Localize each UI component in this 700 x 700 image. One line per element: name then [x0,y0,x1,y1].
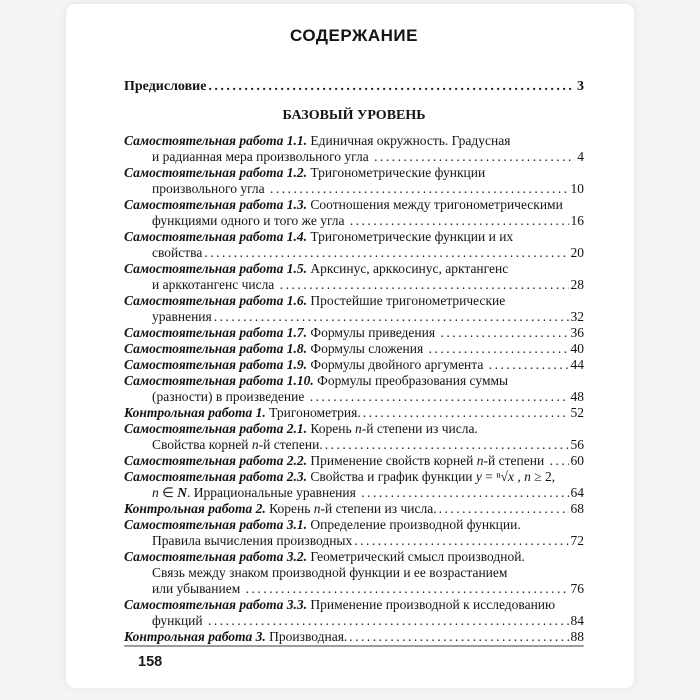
toc-line [124,501,584,517]
toc-line-text: Формулы преобразования суммы [313,373,509,388]
toc-entry [124,405,584,421]
dot-leader [349,629,568,645]
dot-leader [325,437,569,453]
page-footer [124,645,584,670]
toc-entry-label: Самостоятельная работа 1.9. [124,357,308,372]
dot-leader [214,309,569,325]
toc-line-text: (разности) в произведение [152,389,308,404]
toc-page-number: 36 [570,325,584,340]
dot-leader [280,277,569,293]
dot-leader [354,533,568,549]
toc-line-text: -й степени [483,453,548,468]
toc-line-text: Правила вычисления производных [152,533,353,548]
page-title: СОДЕРЖАНИЕ [290,26,418,45]
toc-entry [124,341,584,357]
toc-entry [124,469,584,501]
toc-entry [124,325,584,341]
toc-line-text: Тригонометрические функции и их [307,229,514,244]
toc-page-number: 32 [570,309,584,324]
toc-line-text: Геометрический смысл производной. [307,549,525,564]
dot-leader [361,485,568,501]
book-page [65,3,635,689]
toc-line-text: n [251,437,259,452]
dot-leader [429,341,569,357]
toc-line [124,213,584,229]
dot-leader [246,581,569,597]
toc-line-text: n [476,453,484,468]
toc-entry [124,293,584,325]
toc-line [124,629,584,645]
toc-line [124,421,584,437]
toc-line-text: Тригонометрические функции [307,165,486,180]
toc-line-text: N [177,485,188,500]
toc-entry [124,229,584,261]
toc-line [124,565,584,581]
toc-page-number: 10 [570,181,584,196]
toc-line-text: Простейшие тригонометрические [307,293,506,308]
toc-line [124,373,584,389]
toc-line [124,485,584,501]
toc-entry-label: Контрольная работа 1. [124,405,266,420]
toc-entry [124,597,584,629]
toc-entry-label: Самостоятельная работа 3.1. [124,517,308,532]
toc-line-text: функциями одного и того же угла [152,213,348,228]
toc-entry-label: Самостоятельная работа 1.10. [124,373,314,388]
toc-line-text: Корень [265,501,314,516]
toc-line-text: n [355,421,362,436]
toc-line [124,229,584,245]
toc-line-text: n [152,485,159,500]
toc-page-number: 88 [570,629,584,644]
dot-leader [208,79,575,95]
toc-page-number: 72 [570,533,584,548]
toc-entry-label: Самостоятельная работа 1.7. [124,325,308,340]
toc-entry [124,133,584,165]
dot-leader [489,357,569,373]
toc-line [124,197,584,213]
toc-line-text: произвольного угла [152,181,269,196]
toc-line-text: Свойства и график функции [307,469,476,484]
toc-page-number: 56 [570,437,584,452]
toc-line [124,325,584,341]
toc-line-text: Соотношения между тригонометрическими [307,197,563,212]
toc-entry [124,373,584,405]
dot-leader [270,181,568,197]
toc-page-number: 4 [577,149,584,164]
toc-line-text: Связь между знаком производной функции и ее возрастанием [152,565,508,580]
dot-leader [204,245,568,261]
toc-line-text: уравнения [152,309,212,324]
toc-line-text: -й степени из числа. [361,421,478,436]
toc-page-number: 40 [570,341,584,356]
toc-line [124,149,584,165]
toc-entry-label: Самостоятельная работа 3.2. [124,549,308,564]
toc-line-text: ∈ [158,485,178,500]
dot-leader [310,389,569,405]
toc-line [124,341,584,357]
toc-entry [124,197,584,229]
toc-line [124,309,584,325]
toc-line [124,245,584,261]
toc-entries [124,133,584,645]
preface-label: Предисловие [124,79,207,94]
toc-page-number: 48 [570,389,584,404]
toc-page-number: 52 [570,405,584,420]
toc-line-text: x [507,469,514,484]
toc-line-text: функций [152,613,206,628]
section-title: БАЗОВЫЙ УРОВЕНЬ [282,108,426,123]
footer-rule [124,645,584,647]
toc-entry [124,261,584,293]
toc-line-text: ≥ 2, [530,469,556,484]
toc-line [124,517,584,533]
toc-entry [124,629,584,645]
toc-line-text: или убыванием [152,581,244,596]
toc-line-text: n [313,501,321,516]
toc-page-number: 60 [570,453,584,468]
toc-line [124,469,584,485]
toc-line [124,293,584,309]
toc-line-text: и радианная мера произвольного угла [152,149,373,164]
toc-page-number: 84 [570,613,584,628]
toc-entry [124,165,584,197]
toc-line-text: . Иррациональные уравнения [187,485,360,500]
toc-entry-label: Самостоятельная работа 1.8. [124,341,308,356]
toc-entry-label: Самостоятельная работа 2.3. [124,469,308,484]
toc-line-text: Формулы двойного аргумента [307,357,487,372]
toc-page-number: 64 [570,485,584,500]
toc-entry-label: Контрольная работа 2. [124,501,266,516]
toc-line [124,533,584,549]
toc-line-text: = ⁿ√ [481,469,508,484]
toc-line-text: Формулы приведения [307,325,439,340]
toc-line-text: и арккотангенс числа [152,277,278,292]
toc-line [124,165,584,181]
toc-entry [124,549,584,597]
toc-page-number: 28 [570,277,584,292]
toc-line-text: Производная. [265,629,348,644]
toc-line [124,277,584,293]
toc-entry-label: Самостоятельная работа 1.1. [124,133,308,148]
toc-entry-label: Самостоятельная работа 1.6. [124,293,308,308]
toc-page-number: 76 [570,581,584,596]
toc-line [124,133,584,149]
toc-line [124,581,584,597]
toc-page-number: 16 [570,213,584,228]
toc-line [124,405,584,421]
preface-row [124,79,584,95]
toc-line [124,261,584,277]
toc-entry-label: Самостоятельная работа 2.2. [124,453,308,468]
toc-entry [124,421,584,453]
toc-entry-label: Самостоятельная работа 1.2. [124,165,308,180]
toc-line [124,437,584,453]
toc-entry [124,357,584,373]
preface-page-number: 3 [577,79,584,94]
toc-entry [124,501,584,517]
toc-line-text: , [513,469,525,484]
toc-line [124,453,584,469]
toc-line [124,549,584,565]
toc-entry-label: Самостоятельная работа 1.3. [124,197,308,212]
toc-entry-label: Самостоятельная работа 3.3. [124,597,308,612]
toc-entry [124,453,584,469]
toc-entry-label: Самостоятельная работа 2.1. [124,421,308,436]
dot-leader [440,325,568,341]
toc-line-text: Арксинус, арккосинус, арктангенс [307,261,509,276]
toc-entry [124,517,584,549]
toc-line [124,181,584,197]
toc-entry-label: Контрольная работа 3. [124,629,266,644]
toc-entry-label: Самостоятельная работа 1.4. [124,229,308,244]
toc-line-text: y [475,469,482,484]
toc-page-number: 68 [570,501,584,516]
dot-leader [363,405,569,421]
toc-line-text: Применение свойств корней [307,453,477,468]
dot-leader [208,613,569,629]
toc-line-text: Единичная окружность. Градусная [307,133,511,148]
toc-line-text: Формулы сложения [307,341,427,356]
toc-page-number: 44 [570,357,584,372]
toc-line [124,597,584,613]
toc-entry-label: Самостоятельная работа 1.5. [124,261,308,276]
toc-line [124,389,584,405]
toc-line-text: Применение производной к исследованию [307,597,556,612]
toc-line [124,357,584,373]
toc-line-text: свойства [152,245,203,260]
dot-leader [439,501,569,517]
footer-page-number: 158 [138,654,163,670]
toc-line-text: -й степени. [258,437,323,452]
toc-page-number: 20 [570,245,584,260]
toc-line-text: Корень [307,421,355,436]
dot-leader [350,213,569,229]
toc-line-text: Определение производной функции. [307,517,521,532]
toc-line-text: -й степени из числа. [320,501,437,516]
toc-line-text: Тригонометрия. [265,405,361,420]
toc-line [124,613,584,629]
dot-leader [550,453,569,469]
dot-leader [374,149,575,165]
toc-line-text: n [524,469,531,484]
toc-line-text: Свойства корней [152,437,252,452]
